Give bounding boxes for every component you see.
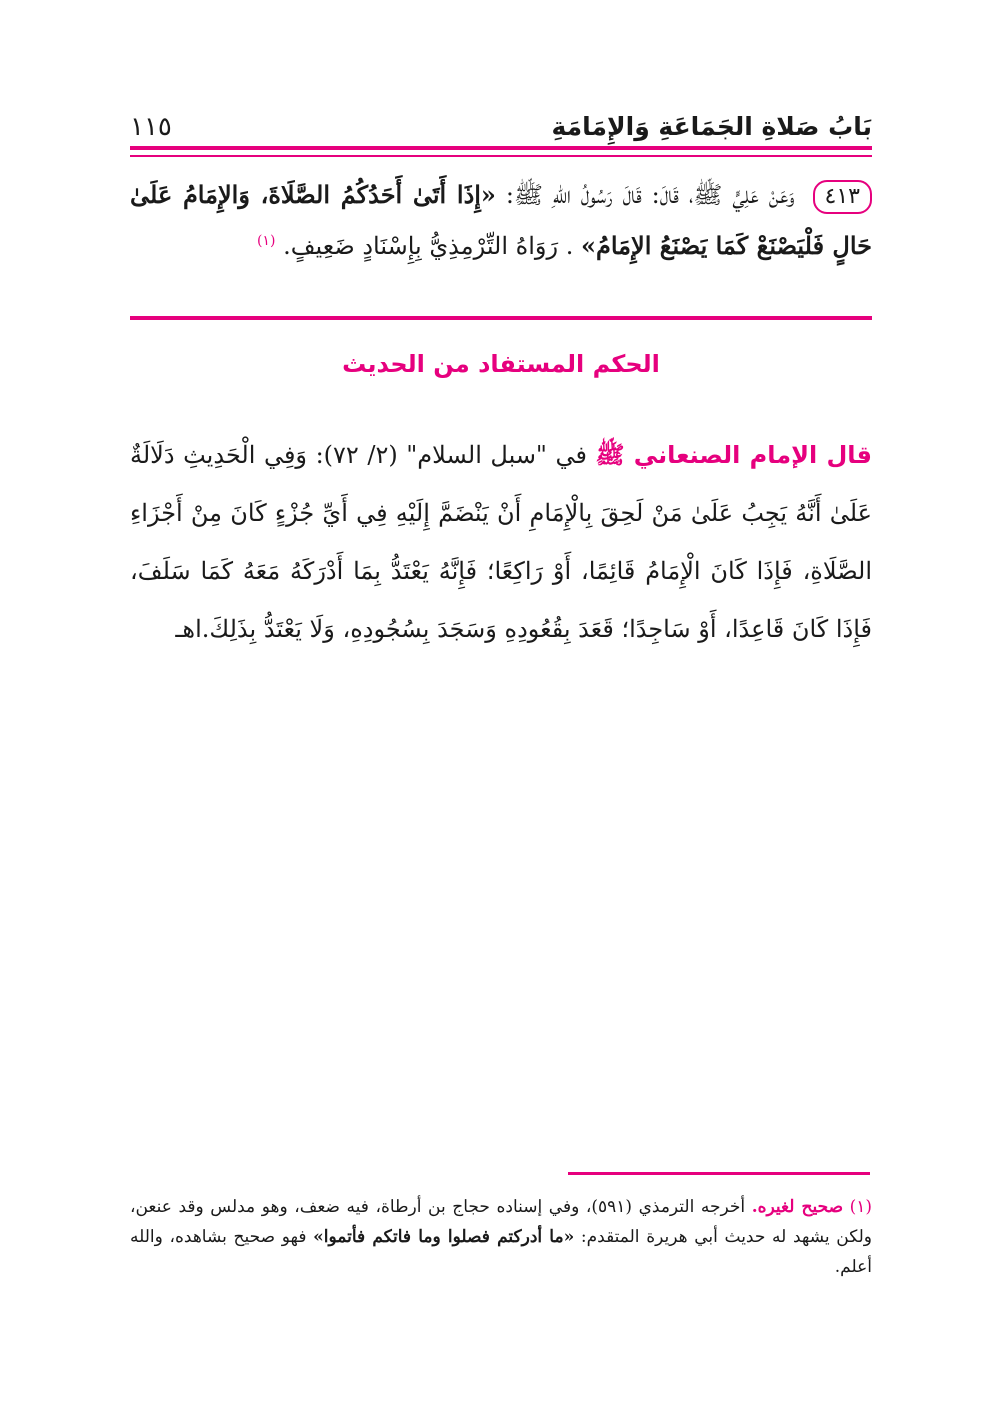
footnote-quote: «ما أدركتم فصلوا وما فاتكم فأتموا» bbox=[313, 1227, 575, 1247]
hadith-intro: وَعَنْ عَلِيٍّ ﷺ، قَالَ: قَالَ رَسُولُ اللهِ ﷺ: bbox=[505, 181, 795, 209]
hadith-text: «إِذَا أَتَىٰ أَحَدُكُمُ الصَّلَاةَ، وَالإِمَامُ عَلَىٰ حَالٍ فَلْيَصْنَعْ كَمَا يَصْنَعُ الإِمَامُ» bbox=[130, 180, 872, 260]
footnote-text-part1: أخرجه الترمذي (٥٩١)، وفي إسناده حجاج بن أرطاة، فيه ضعف، وهو مدلس وقد عنعن، ولكن يشهد له حديث أبي هريرة المتقدم: bbox=[130, 1197, 873, 1247]
header-rule-thick bbox=[130, 146, 872, 150]
hadith-source: . رَوَاهُ التِّرْمِذِيُّ بِإِسْنَادٍ ضَعِيفٍ. bbox=[283, 232, 574, 260]
chapter-title: بَابُ صَلاةِ الجَمَاعَةِ وَالإِمَامَةِ bbox=[551, 112, 872, 141]
footnote-grade: صحيح لغيره. bbox=[751, 1197, 844, 1217]
section-heading: الحكم المستفاد من الحديث bbox=[342, 350, 660, 378]
commentary-text: وَفِي الْحَدِيثِ دَلَالَةٌ عَلَىٰ أَنَّهُ يَجِبُ عَلَىٰ مَنْ لَحِقَ بِالْإِمَامِ أَنْ يَنْضَمَّ إِلَيْهِ فِي أَيِّ جُزْءٍ كَانَ مِنْ أَجْزَاءِ الصَّلَاةِ، فَإِذَا كَانَ الْإِمَامُ قَائِمًا، أَوْ رَاكِعًا؛ فَإِنَّهُ يَعْتَدُّ بِمَا أَدْرَكَهُ مَعَهُ كَمَا سَلَفَ، فَإِذَا كَانَ قَاعِدًا، أَوْ سَاجِدًا؛ قَعَدَ بِقُعُودِهِ وَسَجَدَ بِسُجُودِهِ، وَلَا يَعْتَدُّ بِذَلِكَ.اهـ bbox=[130, 441, 872, 643]
scholar-name: قال الإمام الصنعاني ﷺ bbox=[595, 441, 872, 469]
hadith-divider bbox=[130, 316, 872, 320]
page-number: ١١٥ bbox=[130, 112, 172, 142]
hadith-block bbox=[130, 172, 872, 269]
commentary-citation: في "سبل السلام" (٢/ ٧٢): bbox=[315, 441, 587, 469]
page-header bbox=[130, 108, 872, 148]
footnote-number: (١) bbox=[849, 1197, 872, 1217]
footnote-reference[interactable]: (١) bbox=[256, 233, 276, 249]
footnote-text-part2: فهو صحيح بشاهده، والله أعلم. bbox=[130, 1227, 872, 1277]
header-rule-thin bbox=[130, 155, 872, 157]
footnote-divider bbox=[568, 1172, 870, 1175]
footnote bbox=[130, 1192, 872, 1282]
commentary-paragraph bbox=[130, 426, 872, 658]
hadith-number-badge: ٤١٣ bbox=[813, 180, 872, 214]
